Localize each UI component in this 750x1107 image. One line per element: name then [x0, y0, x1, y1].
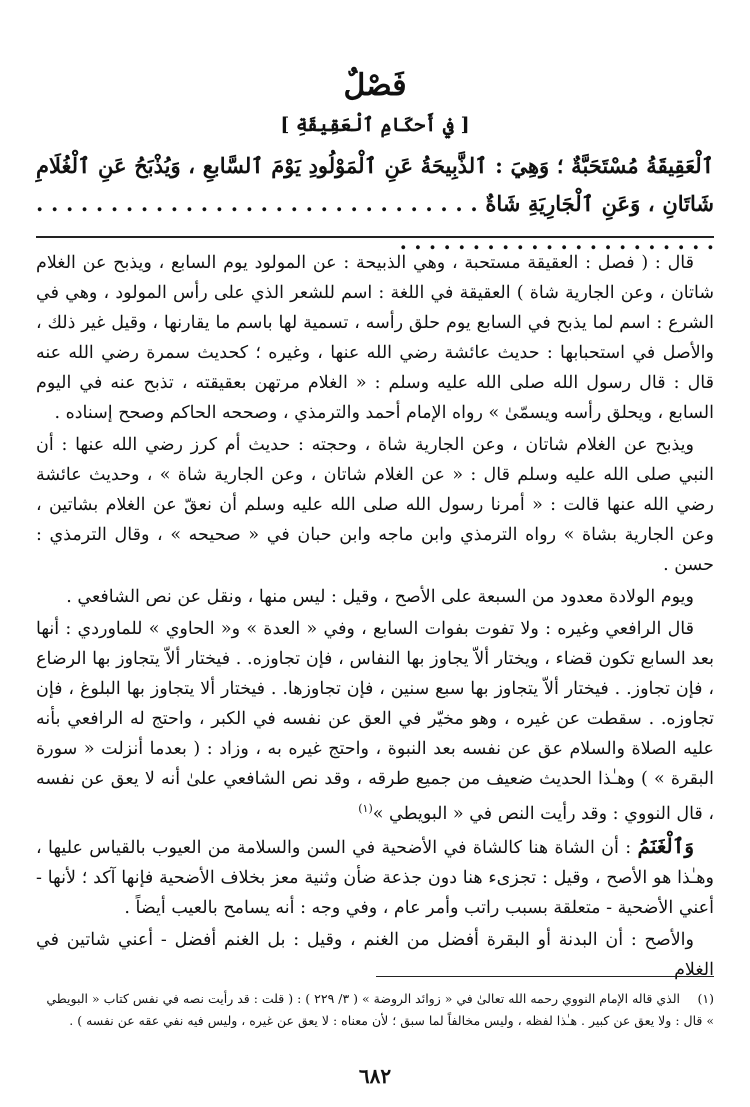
footnote-reference[interactable]: (١)	[358, 802, 373, 815]
commentary-paragraph	[36, 614, 714, 829]
footnote-number: (١)	[697, 991, 714, 1006]
section-subheading: [ في أَحكَامِ ٱلْعَقِيقَةِ ]	[280, 114, 470, 136]
paragraph-text: قال الرافعي وغيره : ولا تفوت بفوات السابع ، وفي « العدة » و« الحاوي » للماوردي : أنها بعد السابع تكون قضاء ، ويختار ألاّ يجاوز بها النفاس ، فإن تجاوزه. . فيختار ألاّ يتجاوز بها الرضاع ، فإن تجاوز. . فيختار ألاّ يتجاوز بها سبع سنين ، فإن تجاوزها. . فيختار ألا يتجاوز بها البلوغ ، فإن تجاوزه. . سقطت عن غيره ، وهو مخيّر في العق عن نفسه في الكبر ، واحتج له الرافعي بأنه عليه الصلاة والسلام عق عن نفسه بعد النبوة ، واحتج غيره به ، وزاد : ( بعدما أنزلت « سورة البقرة » ) وهـٰذا الحديث ضعيف من جميع طرقه ، وقد نص الشافعي علىٰ أنه لا يعق عن نفسه ، قال النووي : وقد رأيت النص في « البويطي »	[36, 619, 714, 824]
matn-text: ٱلْعَقِيقَةُ مُسْتَحَبَّةٌ ؛ وَهِيَ : ٱلذَّبِيحَةُ عَنِ ٱلْمَوْلُودِ يَوْمَ ٱلسَّابعِ ، وَيُذْبَحُ عَنِ ٱلْغُلَامِ شَاتَانِ ، وَعَنِ ٱلْجَارِيَةِ شَاةٌ . . . . . . . . . . . . . . . . . . . . . . . . . . . . . . . . . . . . . . . . . . . . . . . . . . . .	[36, 153, 714, 254]
footnote-separator	[376, 976, 714, 977]
matn-divider	[36, 236, 714, 238]
section-heading: فَصْلٌ	[343, 68, 407, 103]
footnote	[36, 988, 714, 1032]
commentary-paragraph: قال : ( فصل : العقيقة مستحبة ، وهي الذبيحة : عن المولود يوم السابع ، ويذبح عن الغلام شاتان ، وعن الجارية شاة ) العقيقة في اللغة : اسم للشعر الذي على رأس المولود ، وهي في الشرع : اسم لما يذبح في السابع يوم حلق رأسه ، تسمية لها باسم ما يقارنها ، وقيل غير ذلك ، والأصل في استحبابها : حديث عائشة رضي الله عنها ، وغيره ؛ كحديث سمرة رضي الله عنه قال : قال رسول الله صلى الله عليه وسلم : « الغلام مرتهن بعقيقته ، تذبح عنه في اليوم السابع ، ويحلق رأسه ويسمّىٰ » رواه الإمام أحمد والترمذي ، وصححه الحاكم وصحح إسناده .	[36, 253, 714, 423]
commentary-body	[36, 248, 714, 987]
paragraph-text: : أن الشاة هنا كالشاة في الأضحية في السن والسلامة من العيوب بالقياس عليها ، وهـٰذا هو الأصح ، وقيل : تجزىء هنا دون جذعة ضأن وثنية معز بخلاف الأضحية فإنها آكد ؛ لأنها - أعني الأضحية - متعلقة بسبب راتب وأمر عام ، وفي وجه : أنه يسامح بالعيب أيضاً .	[36, 837, 714, 918]
commentary-paragraph: ويذبح عن الغلام شاتان ، وعن الجارية شاة ، وحجته : حديث أم كرز رضي الله عنها : أن النبي صلى الله عليه وسلم قال : « عن الغلام شاتان ، وعن الجارية شاة » ، وحديث عائشة رضي الله عنها قالت : « أمرنا رسول الله صلى الله عليه وسلم أن نعقّ عن الغلام بشاتين ، وعن الجارية بشاة » رواه الترمذي وابن ماجه وابن حبان في « صحيحه » ، وقال الترمذي : حسن .	[36, 435, 714, 575]
page-number: ٦٨٢	[358, 1064, 392, 1088]
commentary-paragraph: والأصح : أن البدنة أو البقرة أفضل من الغنم ، وقيل : بل الغنم أفضل - أعني شاتين في الغلام	[36, 929, 714, 980]
commentary-paragraph	[36, 831, 714, 923]
footnote-text: الذي قاله الإمام النووي رحمه الله تعالىٰ في « زوائد الروضة » ( ٣/ ٢٢٩ ) : ( قلت : قد رأيت نصه في نفس كتاب « البويطي » قال : ولا يعق عن كبير . هـٰذا لفظه ، وليس مخالفاً لما سبق ؛ لأن معناه : لا يعق عن غيره ، وليس فيه نفي عقه عن نفسه ) .	[46, 991, 714, 1028]
commentary-paragraph: ويوم الولادة معدود من السبعة على الأصح ، وقيل : ليس منها ، ونقل عن نص الشافعي .	[66, 587, 694, 607]
lead-word: وَٱلْغَنَمُ	[637, 833, 694, 858]
